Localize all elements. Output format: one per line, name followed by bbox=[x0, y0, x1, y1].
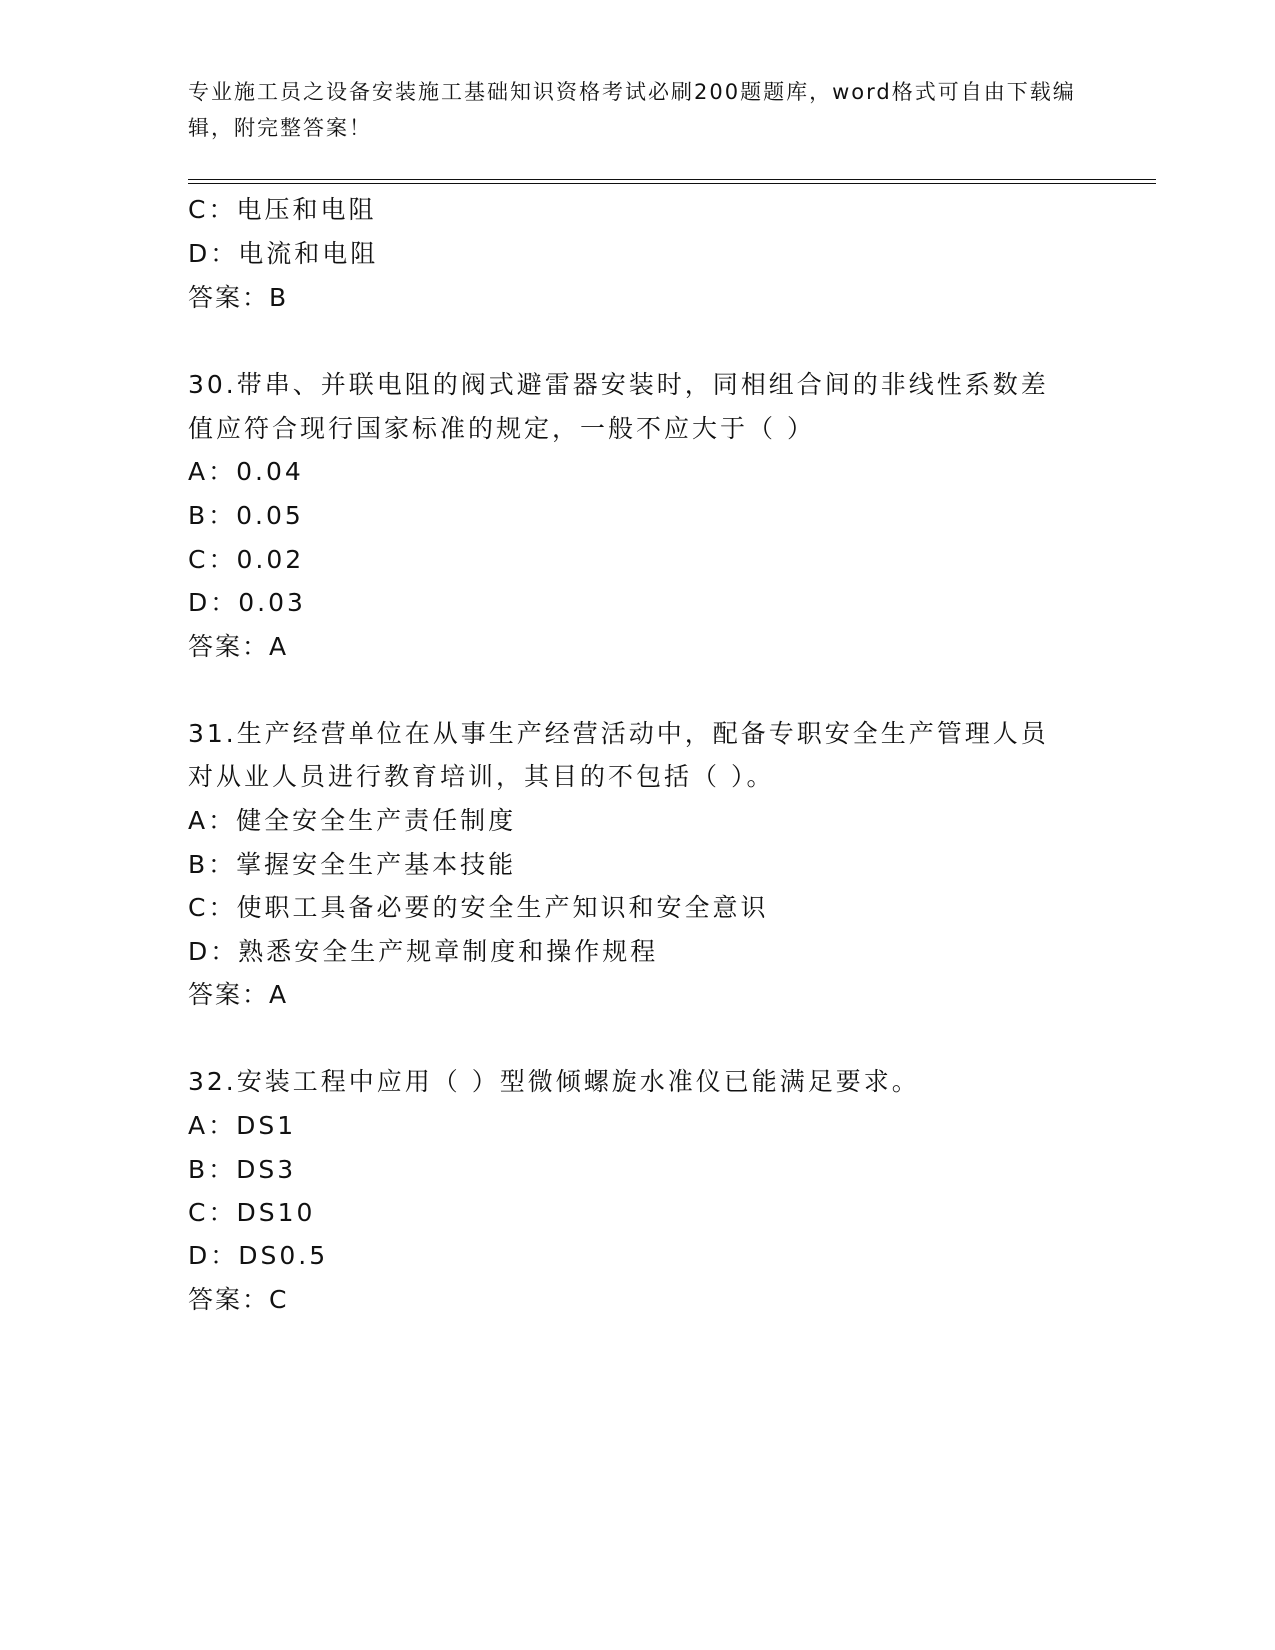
option-a bbox=[188, 804, 516, 838]
answer-line: 答案：C bbox=[188, 1285, 289, 1314]
question-31-stem-line-2: 对从业人员进行教育培训，其目的不包括（ ）。 bbox=[188, 762, 775, 791]
option-text: 0.05 bbox=[236, 501, 304, 530]
question-30-stem-line-1: 30.带串、并联电阻的阀式避雷器安装时，同相组合间的非线性系数差 bbox=[188, 370, 1049, 399]
option-label: C： bbox=[188, 1198, 237, 1227]
option-c bbox=[188, 193, 376, 227]
option-label: D： bbox=[188, 1241, 239, 1270]
option-a bbox=[188, 1109, 296, 1143]
option-text: DS0.5 bbox=[238, 1241, 329, 1270]
option-label: B： bbox=[188, 501, 237, 530]
option-c bbox=[188, 1196, 315, 1230]
option-text: DS1 bbox=[236, 1111, 297, 1140]
option-d bbox=[188, 586, 306, 620]
option-label: A： bbox=[188, 457, 237, 486]
option-d bbox=[188, 935, 658, 969]
option-text: 0.04 bbox=[236, 457, 304, 486]
option-d bbox=[188, 1239, 328, 1273]
option-text: 电压和电阻 bbox=[236, 195, 377, 224]
option-text: 0.02 bbox=[236, 545, 305, 574]
option-label: C： bbox=[188, 545, 237, 574]
option-d bbox=[188, 237, 378, 271]
option-text: 电流和电阻 bbox=[238, 239, 379, 268]
option-b bbox=[188, 848, 516, 882]
option-text: DS3 bbox=[236, 1155, 297, 1184]
document-header: 专业施工员之设备安装施工基础知识资格考试必刷200题题库，word格式可自由下载编辑，附完整答案！ bbox=[188, 80, 1076, 140]
option-label: C： bbox=[188, 195, 237, 224]
option-text: DS10 bbox=[236, 1198, 316, 1227]
option-b bbox=[188, 1153, 296, 1187]
option-text: 熟悉安全生产规章制度和操作规程 bbox=[238, 937, 659, 966]
question-31-stem-line-1: 31.生产经营单位在从事生产经营活动中，配备专职安全生产管理人员 bbox=[188, 719, 1049, 748]
option-text: 使职工具备必要的安全生产知识和安全意识 bbox=[236, 893, 769, 922]
option-label: A： bbox=[188, 1111, 237, 1140]
question-30-stem-line-2: 值应符合现行国家标准的规定，一般不应大于（ ） bbox=[188, 414, 815, 443]
option-label: D： bbox=[188, 239, 239, 268]
option-text: 掌握安全生产基本技能 bbox=[236, 850, 517, 879]
option-c bbox=[188, 891, 768, 925]
option-c bbox=[188, 543, 304, 577]
answer-line: 答案：B bbox=[188, 283, 289, 312]
question-32-stem-line-1: 32.安装工程中应用（ ）型微倾螺旋水准仪已能满足要求。 bbox=[188, 1067, 920, 1096]
option-label: C： bbox=[188, 893, 237, 922]
header-divider bbox=[188, 179, 1156, 184]
option-label: A： bbox=[188, 806, 237, 835]
answer-line: 答案：A bbox=[188, 632, 289, 661]
option-label: D： bbox=[188, 937, 239, 966]
option-label: B： bbox=[188, 850, 237, 879]
answer-line: 答案：A bbox=[188, 980, 289, 1009]
option-label: B： bbox=[188, 1155, 237, 1184]
option-text: 0.03 bbox=[238, 588, 306, 617]
option-a bbox=[188, 455, 304, 489]
option-text: 健全安全生产责任制度 bbox=[236, 806, 517, 835]
option-label: D： bbox=[188, 588, 239, 617]
option-b bbox=[188, 499, 304, 533]
